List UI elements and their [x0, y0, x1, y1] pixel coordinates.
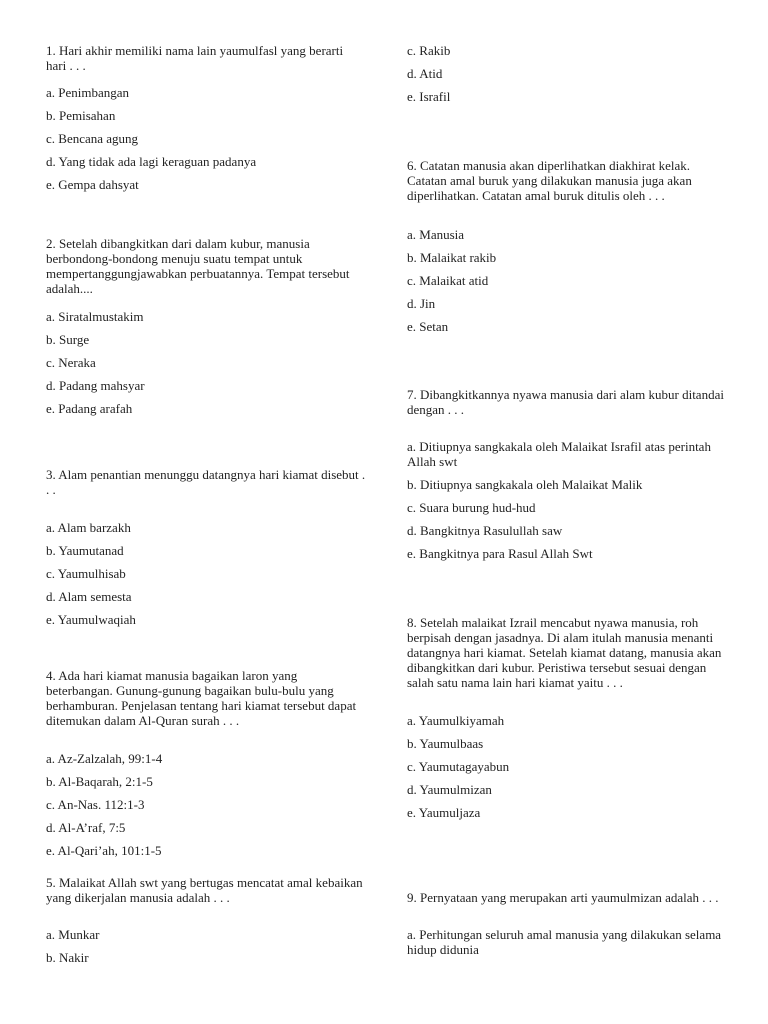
option-b: b. Pemisahan — [46, 108, 116, 123]
option-e: e. Gempa dahsyat — [46, 177, 139, 192]
option-d: d. Al-A’raf, 7:5 — [46, 820, 126, 835]
question-text: 5. Malaikat Allah swt yang bertugas mencatat amal kebaikan yang dikerjalan manusia adalah . . . — [46, 875, 363, 905]
option-a: a. Siratalmustakim — [46, 309, 144, 324]
question-1 — [46, 43, 366, 200]
question-text: 3. Alam penantian menunggu datangnya hari kiamat disebut . . . — [46, 467, 366, 497]
option-e: e. Israfil — [407, 89, 451, 104]
question-text: 4. Ada hari kiamat manusia bagaikan laron yang beterbangan. Gunung-gunung bagaikan bulu-bulu yang berhamburan. Penjelasan tentang hari kiamat tersebut dapat ditemukan dalam Al-Quran surah . . . — [46, 668, 357, 728]
question-text: 2. Setelah dibangkitkan dari dalam kubur, manusia berbondong-bondong menuju suatu tempat untuk mempertanggungjawabkan perbuatannya. Tempat tersebut adalah.... — [46, 236, 350, 296]
option-d: d. Alam semesta — [46, 589, 132, 604]
question-5-continued-options — [407, 43, 727, 112]
option-c: c. Suara burung hud-hud — [407, 500, 536, 515]
question-9 — [407, 890, 727, 965]
question-text: 9. Pernyataan yang merupakan arti yaumulmizan adalah . . . — [407, 890, 719, 905]
option-a: a. Perhitungan seluruh amal manusia yang dilakukan selama hidup didunia — [407, 927, 722, 957]
option-e: e. Al-Qari’ah, 101:1-5 — [46, 843, 162, 858]
question-text: 7. Dibangkitkannya nyawa manusia dari alam kubur ditandai dengan . . . — [407, 387, 724, 417]
question-text: 6. Catatan manusia akan diperlihatkan diakhirat kelak. Catatan amal buruk yang dilakukan manusia juga akan diperlihatkan. Catatan amal buruk ditulis oleh . . . — [407, 158, 692, 203]
question-7 — [407, 387, 727, 569]
option-b: b. Malaikat rakib — [407, 250, 497, 265]
option-c: c. Yaumutagayabun — [407, 759, 510, 774]
option-c: c. Malaikat atid — [407, 273, 489, 288]
question-6 — [407, 158, 727, 342]
option-c: c. Rakib — [407, 43, 451, 58]
option-d: d. Padang mahsyar — [46, 378, 145, 393]
option-b: b. Al-Baqarah, 2:1-5 — [46, 774, 153, 789]
option-a: a. Yaumulkiyamah — [407, 713, 505, 728]
question-4 — [46, 668, 366, 866]
question-text: 8. Setelah malaikat Izrail mencabut nyawa manusia, roh berpisah dengan jasadnya. Di alam itulah manusia menanti datangnya hari kiamat. Setelah kiamat datang, manusia akan dibangkitkan dari kubur. Peristiwa tersebut sesuai dengan salah satu nama lain hari kiamat yaitu . . . — [407, 615, 722, 690]
option-d: d. Yang tidak ada lagi keraguan padanya — [46, 154, 257, 169]
question-text: 1. Hari akhir memiliki nama lain yaumulfasl yang berarti hari . . . — [46, 43, 344, 73]
option-e: e. Yaumuljaza — [407, 805, 481, 820]
option-d: d. Yaumulmizan — [407, 782, 492, 797]
option-a: a. Manusia — [407, 227, 465, 242]
option-a: a. Ditiupnya sangkakala oleh Malaikat Israfil atas perintah Allah swt — [407, 439, 711, 469]
option-c: c. An-Nas. 112:1-3 — [46, 797, 145, 812]
option-e: e. Yaumulwaqiah — [46, 612, 136, 627]
option-c: c. Neraka — [46, 355, 96, 370]
option-b: b. Surge — [46, 332, 90, 347]
option-b: b. Ditiupnya sangkakala oleh Malaikat Malik — [407, 477, 643, 492]
option-a: a. Penimbangan — [46, 85, 130, 100]
option-a: a. Az-Zalzalah, 99:1-4 — [46, 751, 163, 766]
option-d: d. Atid — [407, 66, 443, 81]
question-3 — [46, 467, 366, 635]
question-8 — [407, 615, 727, 828]
option-c: c. Yaumulhisab — [46, 566, 126, 581]
option-d: d. Bangkitnya Rasulullah saw — [407, 523, 563, 538]
option-b: b. Nakir — [46, 950, 89, 965]
option-e: e. Setan — [407, 319, 449, 334]
option-a: a. Munkar — [46, 927, 100, 942]
option-a: a. Alam barzakh — [46, 520, 131, 535]
option-d: d. Jin — [407, 296, 436, 311]
option-c: c. Bencana agung — [46, 131, 139, 146]
option-e: e. Padang arafah — [46, 401, 133, 416]
question-5 — [46, 875, 366, 973]
option-b: b. Yaumutanad — [46, 543, 124, 558]
question-2 — [46, 236, 366, 424]
option-b: b. Yaumulbaas — [407, 736, 484, 751]
option-e: e. Bangkitnya para Rasul Allah Swt — [407, 546, 593, 561]
